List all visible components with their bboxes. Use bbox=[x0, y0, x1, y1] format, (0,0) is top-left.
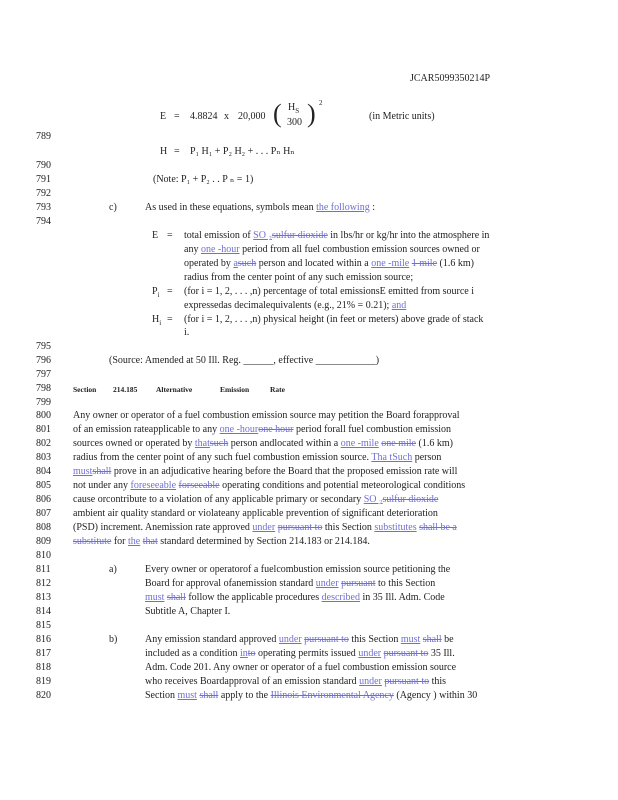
right-paren: ) bbox=[307, 99, 316, 128]
left-paren: ( bbox=[273, 99, 282, 128]
document-page: JCAR5099350214P E = 4.8824 x 20,000 ( $H_S$ 300 ) 2 (in Metric units) 789 790 791 792 793 794 795 796 797 798 799 800 801 802 803 804 805 806 807 808 809 810 811 812 813 814 815 816 817 818 819 820 H = P₁ H₁ + P₂ H₂ + . . . Pₙ Hₙ (Note: P₁ + P₂ . . P ₙ = 1) c) As used in these equations, symbols mean the following : E = total emission of SO ₂sulfur dioxide in lbs/hr or kg/hr into the atmosphere in any one -hour period from all fuel combustion emission sources owned or operated by asuch person and located within a one -mile 1 mile (1.6 km) radius from the center point of any such emission source; $P_i$ = (for i = 1, 2, . . . ,n) percentage of total emissionsE emitted from source i expressedas decimalequivalents (e.g., 21% = 0.21); and $H_i$ = (for i = 1, 2, . . . ,n) physical height (in feet or meters) above grade of stack i. (Source: Amended at 50 Ill. Reg. ______, effective ____________) Section 214.185 Alternative Emission Rate Any owner or operator of a fuel combustion emission source may petition the Board forapproval of an emission rateapplicable to any one -hourone hour period forall fuel combustion emission sources owned or operated by thatsuch person andlocated within a one -mile one mile (1.6 km) radius from the center point of any such fuel combustion emission source. Tha tSuch person mustshall prove in an adjudicative hearing before the Board that the proposed emission rate will not under any foreseeable forseeable operating conditions and potential meteorological conditions cause orcontribute to a violation of any applicable primary or secondary SO ₂sulfur dioxide ambient air quality standard or violateany applicable prevention of significant deterioration (PSD) increment. Anemission rate approved under pursuant to this Section substitutes shall be a substitute for the that standard determined by Section 214.183 or 214.184. a) Every owner or operatorof a fuelcombustion emission source petitioning the Board for approval ofanemission standard under pursuant to this Section must shall follow the applicable procedures described in 35 Ill. Adm. Code Subtitle A, Chapter I. b) Any emission standard approved under pursuant to this Section must shall be included as a condition into operating permits issued under pursuant to 35 Ill. Adm. Code 201. Any owner or operator of a fuel combustion emission source who receives Boardapproval of an emission standard under pursuant to this Section must shall apply to the Illinois Environmental Agency (Agency ) within 30 bbox=[36, 73, 491, 701]
document-id: JCAR5099350214P bbox=[410, 73, 491, 84]
source-note: (Source: Amended at 50 Ill. Reg. ______, effective ____________) bbox=[109, 355, 380, 366]
